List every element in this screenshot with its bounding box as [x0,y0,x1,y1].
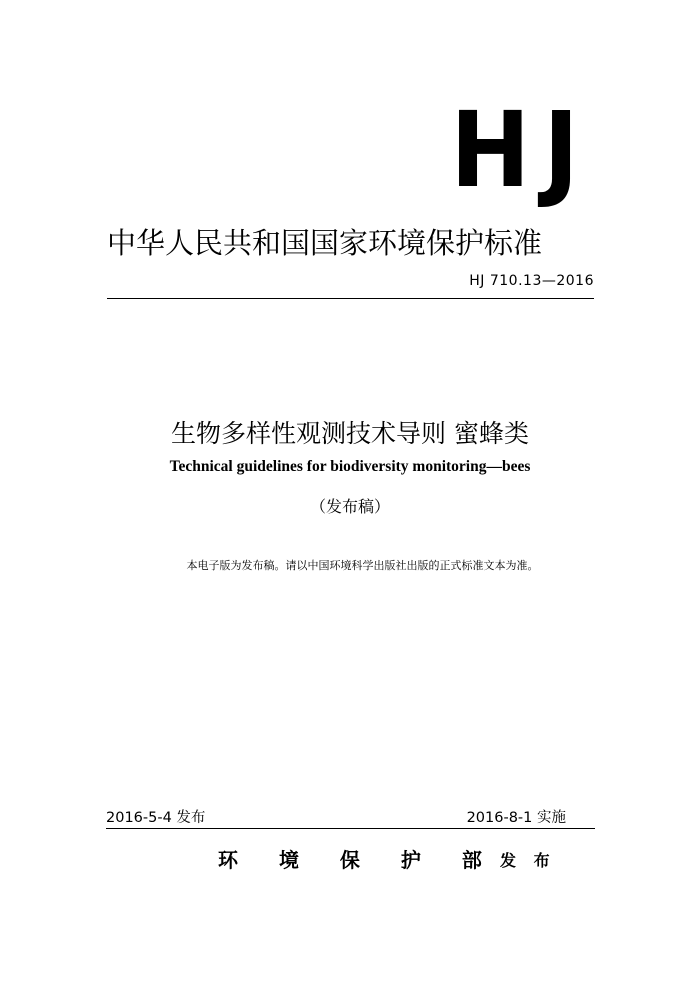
document-title-cn: 生物多样性观测技术导则 蜜蜂类 [171,419,529,448]
issue-label: 发 布 [500,851,556,870]
standard-code: HJ 710.13—2016 [469,273,594,289]
issue-date: 2016-5-4 发布 [106,810,206,826]
standard-name: 中华人民共和国国家环境保护标准 [107,226,543,260]
bottom-divider [106,828,595,829]
effective-date: 2016-8-1 实施 [466,810,566,826]
draft-status: （发布稿） [309,497,390,516]
hj-logo: HJ [450,89,592,211]
electronic-version-notice: 本电子版为发布稿。请以中国环境科学出版社出版的正式标准文本为准。 [186,559,539,572]
top-divider [107,298,594,299]
document-title-en: Technical guidelines for biodiversity monitoring—bees [169,458,531,475]
issuing-authority: 环 境 保 护 部 [218,848,499,872]
